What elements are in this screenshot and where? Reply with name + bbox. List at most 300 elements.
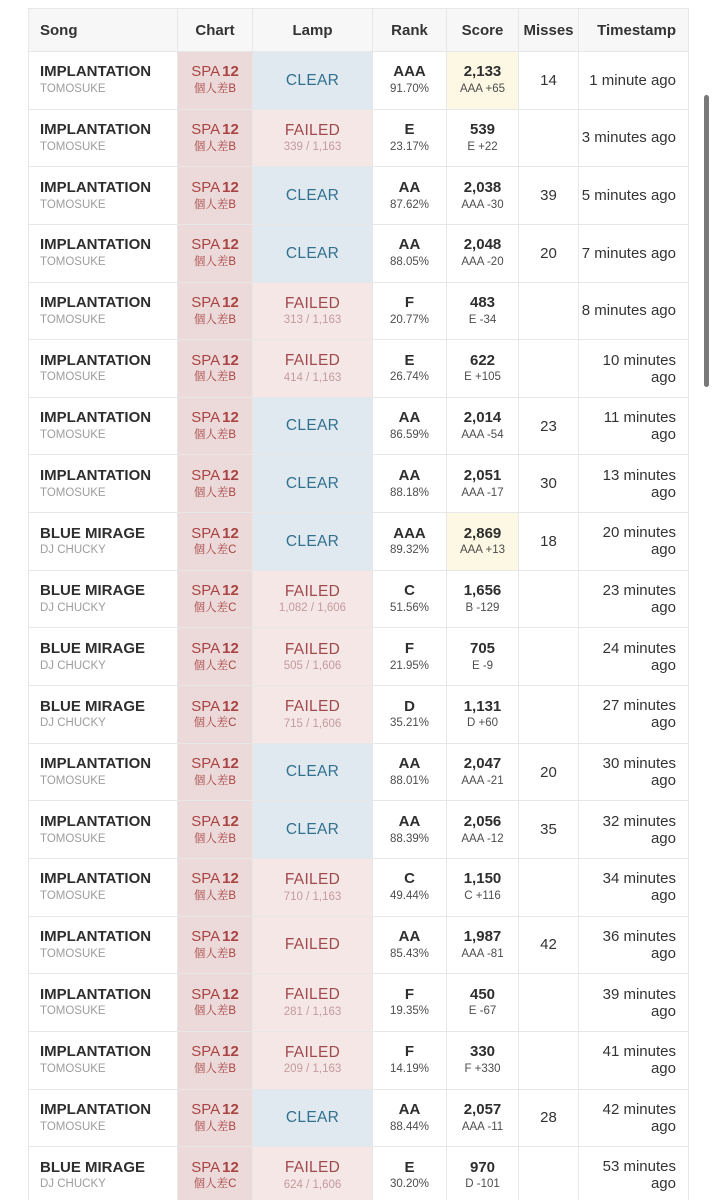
chart-name	[178, 1101, 252, 1120]
timestamp-cell: 30 minutes ago	[579, 743, 689, 801]
chart-kind: SPA	[191, 755, 221, 773]
lamp-label: CLEAR	[285, 417, 340, 435]
chart-kind: SPA	[191, 1158, 221, 1176]
song-title: BLUE MIRAGE	[40, 582, 145, 600]
chart-tag: 個人差C	[193, 544, 237, 557]
song-title: IMPLANTATION	[40, 236, 152, 254]
lamp-label: FAILED	[284, 986, 341, 1004]
rank-percent: 21.95%	[389, 659, 429, 672]
chart-name	[178, 409, 252, 428]
chart-kind: SPA	[191, 178, 221, 196]
song-artist: TOMOSUKE	[40, 832, 106, 845]
song-title: IMPLANTATION	[40, 1101, 152, 1118]
score-value: 2,133	[463, 63, 502, 81]
chart-name	[178, 698, 252, 717]
chart-cell	[178, 974, 253, 1032]
lamp-label: CLEAR	[285, 71, 340, 89]
score-value: 450	[469, 985, 496, 1003]
chart-level: 12	[222, 121, 239, 139]
misses-cell	[519, 686, 579, 744]
chart-tag: 個人差B	[193, 429, 237, 442]
lamp-detail: 209 / 1,163	[283, 1063, 342, 1076]
chart-level: 12	[222, 697, 239, 715]
song-title: IMPLANTATION	[40, 466, 152, 484]
rank-percent: 14.19%	[389, 1063, 429, 1076]
rank-percent: 88.05%	[389, 256, 429, 269]
chart-level: 12	[222, 178, 239, 196]
rank-grade: E	[404, 1158, 415, 1176]
song-artist: DJ CHUCKY	[40, 659, 106, 672]
score-table-row	[29, 109, 689, 167]
column-header-timestamp: Timestamp	[579, 9, 689, 52]
song-title: IMPLANTATION	[40, 409, 152, 427]
score-cell	[447, 801, 519, 859]
rank-percent: 89.32%	[389, 544, 429, 557]
score-value: 2,057	[463, 1101, 502, 1118]
score-table-row	[29, 282, 689, 340]
chart-tag: 個人差B	[193, 774, 237, 787]
chart-tag: 個人差B	[193, 1063, 237, 1076]
song-artist: TOMOSUKE	[40, 198, 106, 211]
score-table-row	[29, 52, 689, 110]
score-value: 2,038	[463, 178, 502, 196]
rank-percent: 23.17%	[389, 140, 429, 153]
score-value: 1,987	[463, 928, 502, 946]
chart-name	[178, 525, 252, 544]
song-artist: TOMOSUKE	[40, 774, 106, 787]
lamp-cell	[253, 340, 373, 398]
chart-name	[178, 121, 252, 140]
chart-cell	[178, 455, 253, 513]
rank-grade: F	[404, 1043, 415, 1061]
lamp-detail: 339 / 1,163	[283, 141, 342, 154]
rank-percent: 35.21%	[389, 717, 429, 730]
chart-cell	[178, 167, 253, 225]
rank-percent: 88.44%	[389, 1120, 429, 1133]
score-delta: F +330	[464, 1063, 501, 1076]
song-cell	[29, 455, 178, 513]
score-delta: AAA -20	[461, 256, 504, 269]
score-cell	[447, 916, 519, 974]
song-title: IMPLANTATION	[40, 812, 152, 830]
chart-kind: SPA	[191, 697, 221, 715]
lamp-cell	[253, 1089, 373, 1147]
column-header-misses: Misses	[519, 9, 579, 52]
song-cell	[29, 282, 178, 340]
score-value: 2,047	[463, 755, 502, 773]
rank-percent: 49.44%	[389, 890, 429, 903]
chart-kind: SPA	[191, 1101, 221, 1118]
rank-cell	[373, 974, 447, 1032]
rank-cell	[373, 167, 447, 225]
score-value: 330	[469, 1043, 496, 1061]
timestamp-cell: 36 minutes ago	[579, 916, 689, 974]
chart-kind: SPA	[191, 351, 221, 369]
score-table-row	[29, 1031, 689, 1089]
play-history-table-container	[28, 8, 688, 1200]
lamp-cell	[253, 1147, 373, 1200]
lamp-label: FAILED	[284, 871, 341, 889]
lamp-detail: 1,082 / 1,606	[278, 602, 347, 615]
timestamp-cell: 39 minutes ago	[579, 974, 689, 1032]
timestamp-cell: 53 minutes ago	[579, 1147, 689, 1200]
chart-level: 12	[222, 236, 239, 254]
rank-percent: 88.01%	[389, 774, 429, 787]
lamp-label: FAILED	[284, 936, 341, 954]
score-value: 1,150	[463, 870, 502, 888]
song-cell	[29, 686, 178, 744]
chart-name	[178, 928, 252, 947]
lamp-cell	[253, 858, 373, 916]
lamp-cell	[253, 743, 373, 801]
column-header-lamp: Lamp	[253, 9, 373, 52]
chart-name	[178, 813, 252, 832]
score-table-row	[29, 974, 689, 1032]
chart-tag: 個人差C	[193, 601, 237, 614]
lamp-cell	[253, 52, 373, 110]
score-delta: C +116	[464, 890, 501, 903]
chart-cell	[178, 1031, 253, 1089]
score-delta: AAA -30	[461, 198, 504, 211]
chart-tag: 個人差B	[193, 313, 237, 326]
lamp-label: FAILED	[284, 582, 341, 600]
lamp-label: CLEAR	[285, 244, 340, 262]
chart-kind: SPA	[191, 639, 221, 657]
chart-tag: 個人差B	[193, 486, 237, 499]
rank-grade: E	[404, 121, 415, 139]
chart-level: 12	[222, 1158, 239, 1176]
song-artist: TOMOSUKE	[40, 140, 106, 153]
song-cell	[29, 974, 178, 1032]
chart-tag: 個人差C	[193, 659, 237, 672]
chart-kind: SPA	[191, 985, 221, 1003]
chart-cell	[178, 397, 253, 455]
lamp-detail: 624 / 1,606	[283, 1178, 342, 1191]
chart-name	[178, 1159, 252, 1178]
song-title: IMPLANTATION	[40, 1043, 152, 1061]
score-cell	[447, 1031, 519, 1089]
chart-name	[178, 63, 252, 82]
rank-grade: AA	[398, 812, 421, 830]
chart-name	[178, 467, 252, 486]
song-cell	[29, 167, 178, 225]
lamp-label: FAILED	[284, 294, 341, 312]
score-table-row	[29, 743, 689, 801]
rank-percent: 91.70%	[389, 83, 429, 96]
rank-percent: 88.18%	[389, 486, 429, 499]
rank-cell	[373, 455, 447, 513]
chart-kind: SPA	[191, 812, 221, 830]
lamp-detail: 710 / 1,163	[283, 890, 342, 903]
timestamp-cell: 42 minutes ago	[579, 1089, 689, 1147]
chart-level: 12	[222, 294, 239, 312]
score-table-row	[29, 455, 689, 513]
chart-kind: SPA	[191, 524, 221, 542]
rank-cell	[373, 397, 447, 455]
lamp-cell	[253, 570, 373, 628]
rank-cell	[373, 340, 447, 398]
chart-name	[178, 870, 252, 889]
score-value: 539	[469, 121, 496, 139]
rank-percent: 51.56%	[389, 601, 429, 614]
chart-level: 12	[222, 63, 239, 81]
song-title: BLUE MIRAGE	[40, 1158, 145, 1176]
lamp-label: FAILED	[284, 121, 341, 139]
lamp-cell	[253, 282, 373, 340]
lamp-label: CLEAR	[285, 820, 340, 838]
misses-cell: 23	[519, 397, 579, 455]
song-title: IMPLANTATION	[40, 985, 152, 1003]
lamp-label: FAILED	[284, 640, 341, 658]
score-cell	[447, 628, 519, 686]
lamp-cell	[253, 628, 373, 686]
chart-level: 12	[222, 755, 239, 773]
score-delta: E -34	[468, 313, 497, 326]
score-table-row	[29, 1147, 689, 1200]
score-table-row	[29, 1089, 689, 1147]
misses-cell	[519, 570, 579, 628]
rank-cell	[373, 513, 447, 571]
misses-cell: 18	[519, 513, 579, 571]
lamp-label: CLEAR	[285, 186, 340, 204]
score-value: 2,869	[463, 524, 502, 542]
rank-cell	[373, 916, 447, 974]
score-table-row	[29, 570, 689, 628]
chart-cell	[178, 52, 253, 110]
timestamp-cell: 41 minutes ago	[579, 1031, 689, 1089]
score-table-row	[29, 224, 689, 282]
chart-tag: 個人差B	[193, 832, 237, 845]
timestamp-cell: 1 minute ago	[579, 52, 689, 110]
score-cell	[447, 109, 519, 167]
score-delta: D +60	[466, 717, 498, 730]
lamp-cell	[253, 801, 373, 859]
rank-percent: 86.59%	[389, 429, 429, 442]
song-artist: TOMOSUKE	[40, 313, 106, 326]
song-cell	[29, 1089, 178, 1147]
chart-tag: 個人差B	[193, 890, 237, 903]
score-delta: E -9	[471, 659, 494, 672]
lamp-cell	[253, 686, 373, 744]
score-delta: AAA -11	[461, 1120, 504, 1133]
chart-kind: SPA	[191, 1043, 221, 1061]
chart-name	[178, 582, 252, 601]
song-title: IMPLANTATION	[40, 755, 152, 773]
rank-grade: AA	[398, 409, 421, 427]
chart-level: 12	[222, 928, 239, 946]
chart-cell	[178, 570, 253, 628]
score-table-row	[29, 167, 689, 225]
lamp-cell	[253, 167, 373, 225]
timestamp-cell: 20 minutes ago	[579, 513, 689, 571]
rank-cell	[373, 858, 447, 916]
rank-grade: AAA	[393, 524, 426, 542]
vertical-scrollbar-thumb[interactable]	[704, 95, 709, 387]
rank-percent: 87.62%	[389, 198, 429, 211]
chart-cell	[178, 340, 253, 398]
rank-grade: AA	[398, 1101, 421, 1118]
header-row	[29, 9, 689, 52]
score-cell	[447, 455, 519, 513]
score-cell	[447, 224, 519, 282]
song-cell	[29, 109, 178, 167]
song-title: IMPLANTATION	[40, 294, 152, 312]
score-value: 970	[469, 1158, 496, 1176]
rank-percent: 88.39%	[389, 832, 429, 845]
rank-grade: AA	[398, 178, 421, 196]
song-artist: DJ CHUCKY	[40, 601, 106, 614]
song-artist: TOMOSUKE	[40, 371, 106, 384]
chart-tag: 個人差B	[193, 1120, 237, 1133]
rank-cell	[373, 52, 447, 110]
score-delta: E -67	[468, 1005, 497, 1018]
chart-tag: 個人差B	[193, 198, 237, 211]
score-cell	[447, 340, 519, 398]
song-cell	[29, 397, 178, 455]
song-title: IMPLANTATION	[40, 178, 152, 196]
chart-level: 12	[222, 812, 239, 830]
score-value: 705	[469, 639, 496, 657]
timestamp-cell: 5 minutes ago	[579, 167, 689, 225]
score-value: 2,048	[463, 236, 502, 254]
chart-tag: 個人差B	[193, 1005, 237, 1018]
lamp-cell	[253, 916, 373, 974]
score-value: 2,014	[463, 409, 502, 427]
lamp-cell	[253, 397, 373, 455]
chart-cell	[178, 858, 253, 916]
chart-kind: SPA	[191, 236, 221, 254]
chart-level: 12	[222, 524, 239, 542]
chart-cell	[178, 801, 253, 859]
misses-cell	[519, 1147, 579, 1200]
chart-tag: 個人差B	[193, 371, 237, 384]
chart-level: 12	[222, 870, 239, 888]
score-delta: E +105	[464, 371, 501, 384]
misses-cell	[519, 1031, 579, 1089]
chart-level: 12	[222, 639, 239, 657]
rank-cell	[373, 801, 447, 859]
score-value: 622	[469, 351, 496, 369]
score-value: 2,051	[463, 466, 502, 484]
song-cell	[29, 743, 178, 801]
lamp-cell	[253, 513, 373, 571]
misses-cell: 20	[519, 224, 579, 282]
chart-tag: 個人差B	[193, 140, 237, 153]
timestamp-cell: 11 minutes ago	[579, 397, 689, 455]
score-table-row	[29, 628, 689, 686]
lamp-label: CLEAR	[285, 475, 340, 493]
rank-cell	[373, 224, 447, 282]
rank-cell	[373, 1089, 447, 1147]
misses-cell: 39	[519, 167, 579, 225]
song-artist: TOMOSUKE	[40, 429, 106, 442]
rank-grade: AA	[398, 236, 421, 254]
song-cell	[29, 801, 178, 859]
timestamp-cell: 13 minutes ago	[579, 455, 689, 513]
rank-grade: AAA	[393, 63, 426, 81]
lamp-detail: 414 / 1,163	[283, 371, 342, 384]
song-artist: TOMOSUKE	[40, 1120, 106, 1133]
chart-name	[178, 179, 252, 198]
song-cell	[29, 513, 178, 571]
rank-grade: D	[404, 697, 415, 715]
chart-kind: SPA	[191, 870, 221, 888]
rank-cell	[373, 686, 447, 744]
misses-cell	[519, 282, 579, 340]
chart-cell	[178, 916, 253, 974]
timestamp-cell: 3 minutes ago	[579, 109, 689, 167]
song-artist: TOMOSUKE	[40, 256, 106, 269]
song-artist: TOMOSUKE	[40, 486, 106, 499]
song-title: BLUE MIRAGE	[40, 639, 145, 657]
rank-grade: F	[404, 985, 415, 1003]
chart-name	[178, 294, 252, 313]
misses-cell: 35	[519, 801, 579, 859]
rank-grade: F	[404, 639, 415, 657]
chart-cell	[178, 628, 253, 686]
song-artist: DJ CHUCKY	[40, 717, 106, 730]
misses-cell: 42	[519, 916, 579, 974]
rank-cell	[373, 109, 447, 167]
lamp-detail: 715 / 1,606	[283, 717, 342, 730]
rank-grade: F	[404, 294, 415, 312]
chart-kind: SPA	[191, 294, 221, 312]
chart-name	[178, 236, 252, 255]
chart-level: 12	[222, 409, 239, 427]
lamp-cell	[253, 455, 373, 513]
song-cell	[29, 858, 178, 916]
chart-level: 12	[222, 1101, 239, 1118]
lamp-detail: 313 / 1,163	[283, 314, 342, 327]
score-delta: AAA -81	[461, 947, 504, 960]
rank-percent: 20.77%	[389, 313, 429, 326]
chart-level: 12	[222, 1043, 239, 1061]
rank-cell	[373, 628, 447, 686]
chart-cell	[178, 282, 253, 340]
misses-cell: 14	[519, 52, 579, 110]
score-cell	[447, 167, 519, 225]
lamp-cell	[253, 1031, 373, 1089]
score-table-row	[29, 340, 689, 398]
column-header-score: Score	[447, 9, 519, 52]
table-header	[29, 9, 689, 52]
score-value: 1,131	[463, 697, 502, 715]
timestamp-cell: 27 minutes ago	[579, 686, 689, 744]
song-artist: DJ CHUCKY	[40, 1178, 106, 1191]
score-cell	[447, 1089, 519, 1147]
misses-cell	[519, 109, 579, 167]
score-delta: AAA +65	[459, 83, 506, 96]
score-value: 1,656	[463, 582, 502, 600]
lamp-label: FAILED	[284, 1044, 341, 1062]
lamp-label: CLEAR	[285, 763, 340, 781]
song-cell	[29, 628, 178, 686]
timestamp-cell: 32 minutes ago	[579, 801, 689, 859]
chart-kind: SPA	[191, 409, 221, 427]
chart-cell	[178, 224, 253, 282]
rank-percent: 30.20%	[389, 1178, 429, 1191]
score-delta: AAA -21	[461, 774, 504, 787]
rank-cell	[373, 743, 447, 801]
rank-percent: 19.35%	[389, 1005, 429, 1018]
misses-cell	[519, 858, 579, 916]
score-table-row	[29, 397, 689, 455]
rank-cell	[373, 282, 447, 340]
chart-tag: 個人差B	[193, 256, 237, 269]
misses-cell: 28	[519, 1089, 579, 1147]
lamp-label: CLEAR	[285, 532, 340, 550]
lamp-label: FAILED	[284, 352, 341, 370]
